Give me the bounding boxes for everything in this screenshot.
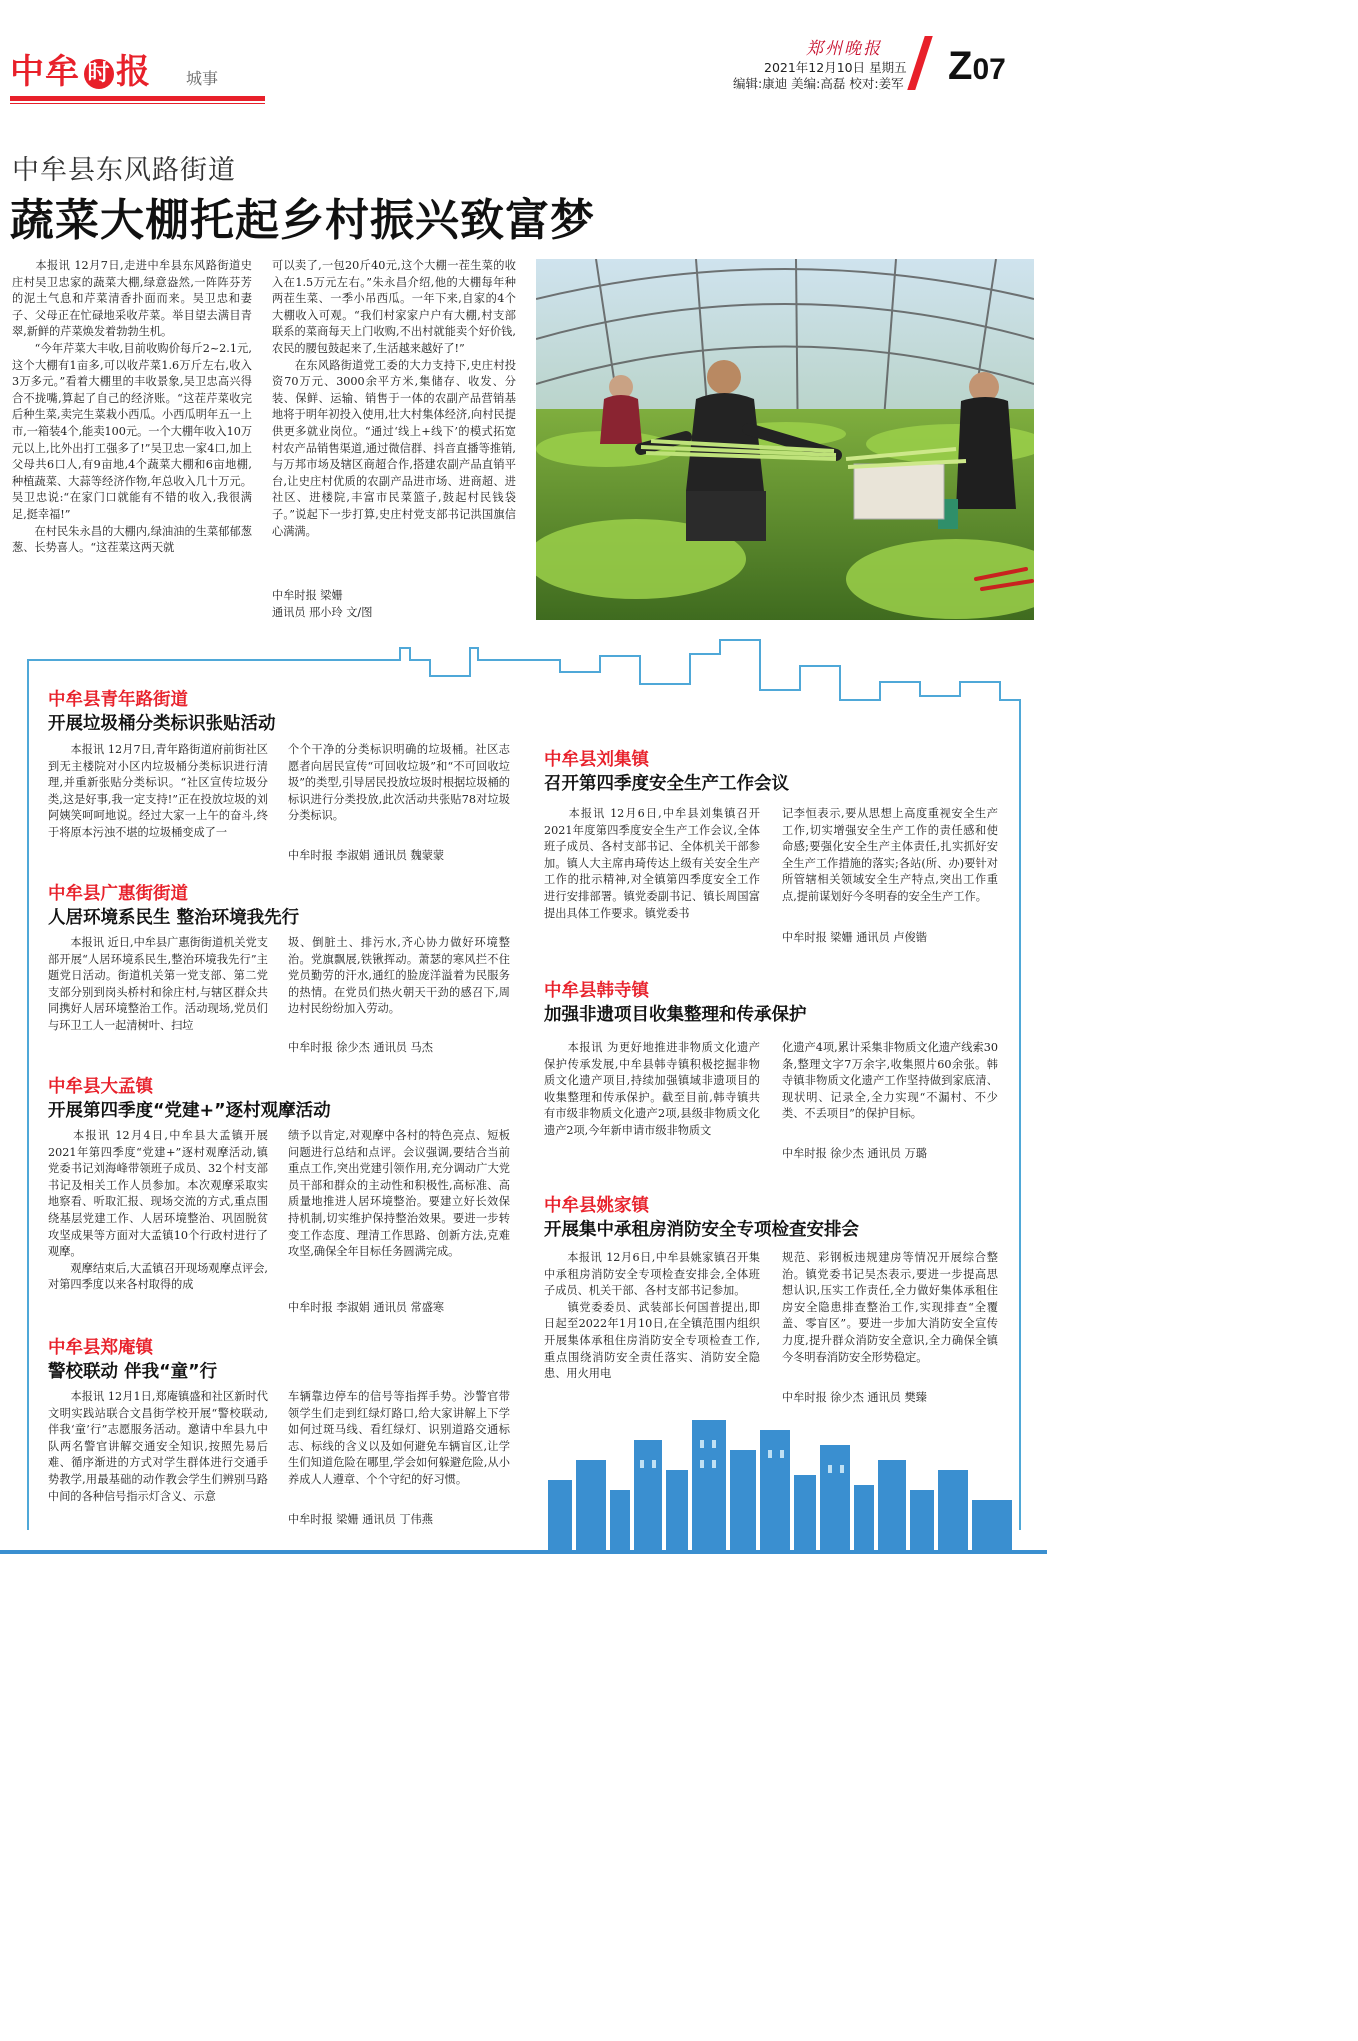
qingnian-place: 中牟县青年路街道 [48,690,188,710]
liuji-title: 召开第四季度安全生产工作会议 [544,774,789,794]
guanghui-place: 中牟县广惠街街道 [48,884,188,904]
qingnian-column-2: 个个干净的分类标识明确的垃圾桶。社区志愿者向居民宣传“可回收垃圾”和“不可回收垃圾”的类型,引导居民投放垃圾时根据垃圾桶的标识进行分类投放,此次活动共张贴78对垃圾分类标识。 [288,743,510,823]
hansi-title: 加强非遗项目收集整理和传承保护 [544,1005,807,1025]
main-headline: 蔬菜大棚托起乡村振兴致富梦 [10,195,595,246]
brand-part-c: 报 [116,52,151,92]
brand-part-b: 时 [84,59,114,89]
liuji-column-1: 本报讯 12月6日,中牟县刘集镇召开2021年度第四季度安全生产工作会议,全体班子成员、各村支部书记、全体机关干部参加。镇人大主席冉琦传达上级有关安全生产工作的批示精神,对全镇第四季度安全工作进行安排部署。镇党委副书记、镇长周国富提出具体工作要求。镇党委书 [544,807,760,920]
page-digits: 07 [972,53,1006,86]
dameng-column-2: 绩予以肯定,对观摩中各村的特色亮点、短板问题进行总结和点评。会议强调,要结合当前重点工作,突出党建引领作用,充分调动广大党员干部和群众的主动性和积极性,高标准、高质量地推进人居环境整治。要建立好长效保持机制,切实维护保持整治效果。要进一步转变工作态度、理清工作思路、创新方法,克难攻坚,确保全年目标任务圆满完成。 [288,1129,510,1259]
zhengan-column-2: 车辆靠边停车的信号等指挥手势。沙警官带领学生们走到红绿灯路口,给大家讲解上下学如何过斑马线、看红绿灯、识别道路交通标志、标线的含义以及如何避免车辆盲区,让学生们知道危险在哪里,学会如何躲避危险,从小养成人人遵章、个个守纪的好习惯。 [288,1390,510,1486]
guanghui-byline: 中牟时报 徐少杰 通讯员 马杰 [288,1041,433,1054]
editor-credits: 编辑:康迪 美编:高磊 校对:姜军 [733,76,904,91]
zhengan-column-1: 本报讯 12月1日,郑庵镇盛和社区新时代文明实践站联合文昌街学校开展“警校联动,伴我‘童’行”志愿服务活动。邀请中牟县九中队两名警官讲解交通安全知识,按照先易后难、循序渐进的方式对学生群体进行交通手势教学,用最基础的动作教会学生们辨别马路中间的各种信号指示灯含义、示意 [48,1390,268,1503]
brand-part-a: 中牟 [10,52,80,92]
guanghui-column-1: 本报讯 近日,中牟县广惠街街道机关党支部开展“人居环境系民生,整治环境我先行”主题党日活动。街道机关第一党支部、第二党支部分别到岗头桥村和徐庄村,与辖区群众共同携好人居环境整治工作。活动现场,党员们与环卫工人一起清树叶、扫垃 [48,936,268,1032]
dameng-title: 开展第四季度“党建+”逐村观摩活动 [48,1101,331,1121]
liuji-column-2: 记李恒表示,要从思想上高度重视安全生产工作,切实增强安全生产工作的责任感和使命感;要强化安全生产主体责任,扎实抓好安全生产工作措施的落实;各站(所、办)要针对所管辖相关领域安全生产特点,突出工作重点,提前谋划好今冬明春的安全生产工作。 [782,807,998,903]
guanghui-title: 人居环境系民生 整治环境我先行 [48,908,300,928]
slash-divider [907,36,933,90]
main-subtitle: 中牟县东风路街道 [12,155,236,186]
header-rule-thin [10,103,265,104]
yaojia-title: 开展集中承租房消防安全专项检查安排会 [544,1220,859,1240]
dameng-byline: 中牟时报 李淑娟 通讯员 常盛寒 [288,1301,445,1314]
yaojia-column-2: 规范、彩钢板违规建房等情况开展综合整治。镇党委书记吴杰表示,要进一步提高思想认识,压实工作责任,全力做好集体承租住房安全隐患排查整治工作,实现排查“全覆盖、零盲区”。要进一步加大消防安全宣传力度,提升群众消防安全意识,全力确保全镇今冬明春消防安全形势稳定。 [782,1251,998,1364]
yaojia-place: 中牟县姚家镇 [544,1196,649,1216]
main-column-2: 可以卖了,一包20斤40元,这个大棚一茬生菜的收入在1.5万元左右。”朱永昌介绍,他的大棚每年种两茬生菜、一季小吊西瓜。一年下来,自家的4个大棚收入可观。“我们村家家户户有大棚,村支部联系的菜商每天上门收购,不出村就能卖个好价钱,农民的腰包鼓起来了,生活越来越好了!” 在东风路街道党工委的大力支持下,史庄村投资70万元、3000余平方米,集储存、收发、分装、保鲜、运输、销售于一体的农副产品营销基地将于明年初投入使用,壮大村集体经济,向村民提供更多就业岗位。“通过‘线上+线下’的模式拓宽村农产品销售渠道,通过微信群、抖音直播等推销,与万邦市场及辖区商超合作,搭建农副产品直销平台,让史庄村优质的农副产品进市场、进商超、进社区、进楼院,丰富市民菜篮子,鼓起村民钱袋子。”说起下一步打算,史庄村党支部书记洪国旗信心满满。 [272,259,516,538]
hansi-place: 中牟县韩寺镇 [544,981,649,1001]
masthead-calligraphy: 郑州晚报 [806,39,882,59]
liuji-place: 中牟县刘集镇 [544,750,649,770]
qingnian-byline: 中牟时报 李淑娟 通讯员 魏蒙蒙 [288,849,445,862]
zhengan-place: 中牟县郑庵镇 [48,1338,153,1358]
main-byline-2: 通讯员 邢小玲 文/图 [272,606,373,619]
zhengan-byline: 中牟时报 梁姗 通讯员 丁伟燕 [288,1513,433,1526]
hansi-column-2: 化遗产4项,累计采集非物质文化遗产线索30条,整理文字7万余字,收集照片60余张。韩寺镇非物质文化遗产工作坚持做到家底清、现状明、记录全,全力实现“不漏村、不少类、不丢项目”的保护目标。 [782,1041,998,1121]
qingnian-column-1: 本报讯 12月7日,青年路街道府前街社区到无主楼院对小区内垃圾桶分类标识进行清理,并重新张贴分类标识。“社区宣传垃圾分类,这是好事,我一定支持!”正在投放垃圾的刘阿姨笑呵呵地说。经过大家一上午的奋斗,终于将原本污浊不堪的垃圾桶变成了一 [48,743,268,839]
yaojia-byline: 中牟时报 徐少杰 通讯员 樊臻 [782,1391,927,1404]
greenhouse-photo [536,259,1034,620]
dameng-column-1: 本报讯 12月4日,中牟县大孟镇开展2021年第四季度“党建+”逐村观摩活动,镇党委书记刘海峰带领班子成员、32个村支部书记及相关工作人员参加。本次观摩采取实地察看、听取汇报、现场交流的方式,重点围绕基层党建工作、人居环境整治、巩固脱贫攻坚成果等方面对大孟镇10个行政村进行了观摩。 观摩结束后,大孟镇召开现场观摩点评会,对第四季度以来各村取得的成 [48,1129,268,1292]
zhengan-title: 警校联动 伴我“童”行 [48,1362,218,1382]
liuji-byline: 中牟时报 梁姗 通讯员 卢俊锴 [782,931,927,944]
guanghui-column-2: 圾、倒脏土、排污水,齐心协力做好环境整治。党旗飘展,铁锹挥动。萧瑟的寒风拦不住党员勤劳的汗水,通红的脸庞洋溢着为民服务的热情。在党员们热火朝天干劲的感召下,周边村民纷纷加入劳动。 [288,936,510,1016]
main-column-1: 本报讯 12月7日,走进中牟县东风路街道史庄村吴卫忠家的蔬菜大棚,绿意盎然,一阵阵芬芳的泥土气息和芹菜清香扑面而来。吴卫忠和妻子、父母正在忙碌地采收芹菜。举目望去满目青翠,新鲜的芹菜焕发着勃勃生机。 “今年芹菜大丰收,目前收购价每斤2~2.1元,这个大棚有1亩多,可以收芹菜1.6万斤左右,收入3万多元。”看着大棚里的丰收景象,吴卫忠高兴得合不拢嘴,算起了自己的经济账。“这茬芹菜收完后种生菜,卖完生菜栽小西瓜。小西瓜明年五一上市,一箱装4个,能卖100元。一个大棚年收入10万元以上,比外出打工强多了!”吴卫忠一家4口,加上父母共6口人,有9亩地,4个蔬菜大棚和6亩地棚,种植蔬菜、大蒜等经济作物,年总收入几十万元。吴卫忠说:“在家门口就能有不错的收入,我很满足,挺幸福!” 在村民朱永昌的大棚内,绿油油的生菜郁郁葱葱、长势喜人。“这茬菜这两天就 [12,259,253,555]
yaojia-column-1: 本报讯 12月6日,中牟县姚家镇召开集中承租房消防安全专项检查安排会,全体班子成员、机关干部、各村支部书记参加。 镇党委委员、武装部长何国普提出,即日起至2022年1月10日,在全镇范围内组织开展集体承租住房消防安全专项检查工作,重点围绕消防安全责任落实、消防安全隐患、用火用电 [544,1251,760,1381]
brand-logo [10,52,151,92]
issue-date: 2021年12月10日 星期五 [764,60,907,75]
dameng-place: 中牟县大孟镇 [48,1077,153,1097]
section-label: 城事 [186,69,219,88]
page-number [948,44,1006,92]
main-byline-1: 中牟时报 梁姗 [272,589,343,602]
page-letter: Z [948,44,973,88]
header-rule [10,96,265,101]
qingnian-title: 开展垃圾桶分类标识张贴活动 [48,714,276,734]
hansi-byline: 中牟时报 徐少杰 通讯员 万璐 [782,1147,927,1160]
hansi-column-1: 本报讯 为更好地推进非物质文化遗产保护传承发展,中牟县韩寺镇积极挖掘非物质文化遗产项目,持续加强镇域非遗项目的收集整理和传承保护。截至目前,韩寺镇共有市级非物质文化遗产2项,县级非物质文化遗产2项,今年新申请市级非物质文 [544,1041,760,1137]
